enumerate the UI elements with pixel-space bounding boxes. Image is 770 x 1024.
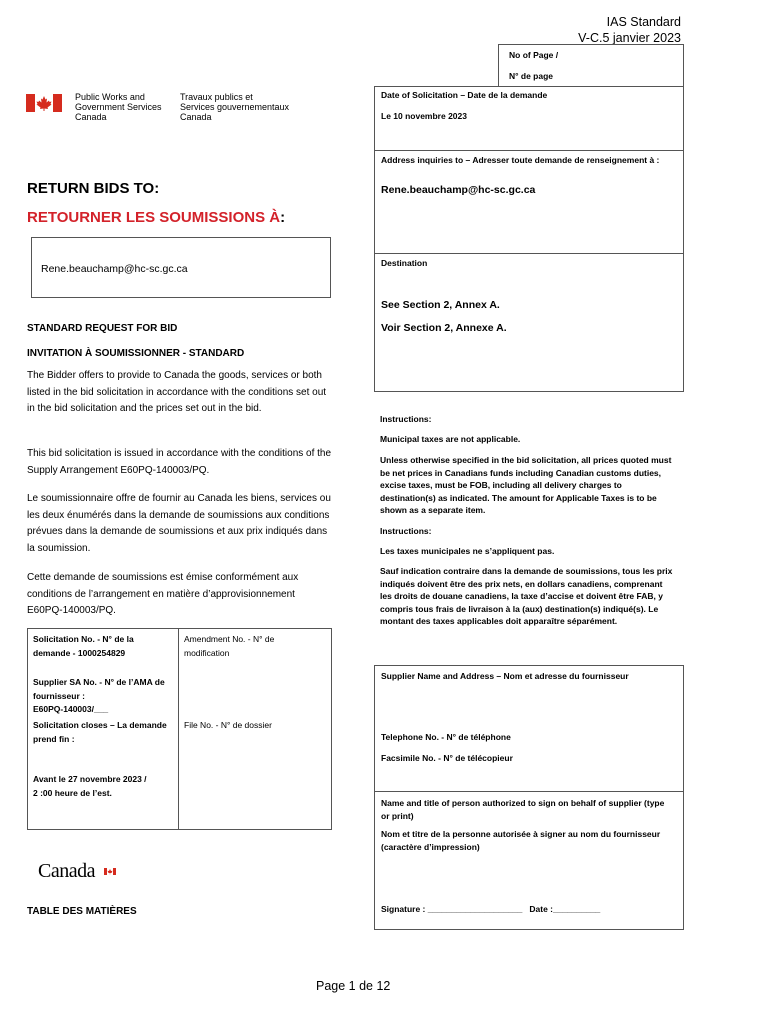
closes-value bbox=[33, 773, 147, 800]
instructions-fr-title: Instructions: bbox=[380, 526, 432, 536]
invitation-title: INVITATION À SOUMISSIONNER - STANDARD bbox=[27, 348, 245, 359]
paragraph-3: Le soumissionnaire offre de fournir au Canada les biens, services ou les deux énumérés dans la demande de soumissions aux conditions prévues dans la demande de soumissions et aux prix indiqués dans la soumission. bbox=[27, 493, 331, 554]
signer-fr: Nom et titre de la personne autorisée à signer au nom du fournisseur (caractère d’impression) bbox=[381, 829, 661, 852]
file-no: File No. - N° de dossier bbox=[184, 720, 272, 730]
address-destination-box bbox=[374, 150, 684, 392]
dept-name-en bbox=[75, 92, 162, 122]
dept-fr-line1: Travaux publics et bbox=[180, 92, 253, 102]
dept-en-line1: Public Works and bbox=[75, 92, 145, 102]
version-label: V-C.5 janvier 2023 bbox=[578, 31, 681, 45]
return-bids-fr-colon: : bbox=[280, 209, 286, 226]
address-value: Rene.beauchamp@hc-sc.gc.ca bbox=[381, 184, 536, 196]
amendment-no: Amendment No. - N° de modification bbox=[184, 634, 275, 658]
destination-fr: Voir Section 2, Annexe A. bbox=[381, 322, 507, 334]
canada-wordmark bbox=[38, 860, 95, 883]
supplier-label: Supplier Name and Address – Nom et adresse du fournisseur bbox=[381, 671, 629, 681]
telephone-label: Telephone No. - N° de téléphone bbox=[381, 732, 511, 742]
date-box bbox=[374, 86, 684, 151]
standard-label: IAS Standard bbox=[606, 15, 681, 29]
date-value: Le 10 novembre 2023 bbox=[381, 111, 467, 121]
return-bids-en: RETURN BIDS TO: bbox=[27, 180, 160, 197]
canada-flag-icon bbox=[26, 94, 62, 112]
dept-name-fr bbox=[180, 92, 289, 122]
standard-request-title: STANDARD REQUEST FOR BID bbox=[27, 323, 178, 334]
return-email-box bbox=[31, 237, 331, 298]
address-label: Address inquiries to – Adresser toute demande de renseignement à : bbox=[381, 155, 660, 165]
dept-fr-line3: Canada bbox=[180, 112, 212, 122]
page-no-fr: N° de page bbox=[509, 71, 554, 81]
paragraph-1: The Bidder offers to provide to Canada the goods, services or both listed in the bid solicitation in accordance with the conditions set out in the bid solicitation and the prices set out in the bid. bbox=[27, 370, 327, 414]
dept-fr-line2: Services gouvernementaux bbox=[180, 102, 290, 112]
table-of-contents-heading: TABLE DES MATIÈRES bbox=[27, 906, 137, 917]
signer-en: Name and title of person authorized to sign on behalf of supplier (type or print) bbox=[381, 798, 665, 821]
solicitation-divider bbox=[178, 629, 179, 829]
destination-en: See Section 2, Annex A. bbox=[381, 299, 500, 311]
supplier-sa-label: Supplier SA No. - N° de l’AMA de fournisseur : bbox=[33, 677, 165, 701]
solicitation-no: Solicitation No. - N° de la demande - 1000254829 bbox=[33, 634, 134, 658]
supplier-box bbox=[374, 665, 684, 930]
paragraph-4: Cette demande de soumissions est émise conformément aux conditions de l’arrangement en matière d’approvisionnement E60PQ-140003/PQ. bbox=[27, 572, 299, 616]
page-footer: Page 1 de 12 bbox=[316, 979, 391, 993]
page-number-box bbox=[498, 44, 684, 87]
fax-label: Facsimile No. - N° de télécopieur bbox=[381, 753, 513, 763]
wordmark-flag-icon bbox=[104, 862, 116, 869]
instructions-fr-1: Les taxes municipales ne s’appliquent pas. bbox=[380, 546, 555, 556]
instructions-en-2: Unless otherwise specified in the bid solicitation, all prices quoted must be net prices in Canadians funds including Canadian customs duties, excise taxes, must be FOB, including all delivery charges to destination(s) as indicated. The amount for Applicable Taxes is to be shown as a separate item. bbox=[380, 455, 672, 515]
closes-value-line2: 2 :00 heure de l’est. bbox=[33, 787, 112, 798]
instructions-en-title: Instructions: bbox=[380, 414, 432, 424]
return-email: Rene.beauchamp@hc-sc.gc.ca bbox=[41, 263, 188, 275]
paragraph-2: This bid solicitation is issued in accordance with the conditions of the Supply Arrangement E60PQ-140003/PQ. bbox=[27, 448, 332, 476]
dept-en-line3: Canada bbox=[75, 112, 107, 122]
supplier-sa-no bbox=[33, 676, 176, 717]
page-no-en: No of Page / bbox=[509, 50, 559, 60]
solicitation-closes: Solicitation closes – La demande prend fin : bbox=[33, 720, 167, 744]
instructions-fr-2: Sauf indication contraire dans la demande de soumissions, tous les prix indiqués doivent être des prix nets, en dollars canadiens, comprenant les droits de douane canadiens, la taxe d’accise et doivent être FAB, y compris tous frais de livraison à la (aux) destination(s) indiqué(s). Le montant des taxes applicables doit apparaître séparément. bbox=[380, 566, 673, 626]
supplier-divider bbox=[375, 791, 683, 792]
date-label: Date of Solicitation – Date de la demande bbox=[381, 90, 548, 100]
supplier-sa-value: E60PQ-140003/___ bbox=[33, 704, 109, 714]
instructions-en-1: Municipal taxes are not applicable. bbox=[380, 434, 521, 444]
solicitation-box bbox=[27, 628, 332, 830]
destination-label: Destination bbox=[381, 258, 428, 268]
return-bids-fr: RETOURNER LES SOUMISSIONS À: bbox=[27, 209, 286, 226]
dept-en-line2: Government Services bbox=[75, 102, 162, 112]
closes-value-line1: Avant le 27 novembre 2023 / bbox=[33, 774, 147, 784]
signature-line: Signature : ____________________ Date :__________ bbox=[381, 904, 601, 914]
canada-wordmark-text: Canada bbox=[38, 860, 95, 882]
address-divider bbox=[375, 253, 683, 254]
